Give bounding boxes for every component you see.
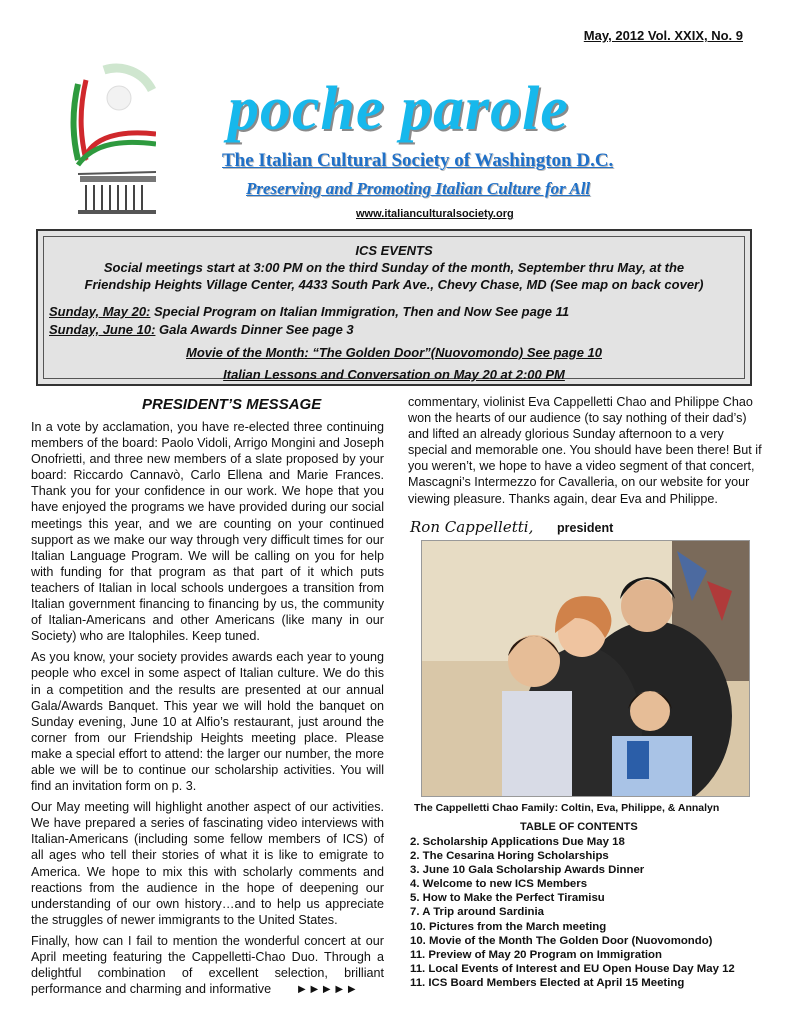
table-of-contents <box>410 835 735 990</box>
toc-item: 7. A Trip around Sardinia <box>410 906 544 919</box>
paragraph: In a vote by acclamation, you have re-elected three continuing members of the board: Paolo Vidoli, Arrigo Mongini and Joseph Onofrietti, and three new members of a slate proposed by your board: Riccardo Cannavò, Carlo Ellena and Marie Frances. Thank you for your confidence in our work. We hope that you have enjoyed the programs we have provided during our social meetings this year, and we are counting on your continued support as we make our way through very difficult times for our Italian Language Program. We will be calling on you for help with funding for that program as that part of it which puts teachers of Italian in local schools undergoes a transition from Italian government financing to financing by us, the community of Italian-Americans and other Americans (like many in our Society) who are Italophiles. Keep tuned. <box>31 420 384 644</box>
event-item-may-20 <box>49 304 569 319</box>
paragraph <box>31 933 384 997</box>
presidents-message-body <box>31 419 384 1002</box>
toc-item: 4. Welcome to new ICS Members <box>410 878 588 891</box>
presidents-message-continued: commentary, violinist Eva Cappelletti Chao and Philippe Chao won the hearts of our audience (to say nothing of their dad’s) and lifted an already glorious Sunday afternoon to a very special and memorable one. You should have been there! But if you weren’t, we hope to have a video segment of that concert, Mascagni’s Intermezzo for Cavalleria, on our website for your viewing pleasure. Thanks again, dear Eva and Philippe. <box>408 395 762 506</box>
paragraph: As you know, your society provides awards each year to young people who excel in some aspect of Italian culture. We do this in a competition and the results are presented at our annual Gala/Awards Banquet. This year we will hold the banquet on Sunday evening, June 10 at Alfio’s restaurant, just around the corner from our Friendship Heights meeting place. Please make a special effort to attend: the larger our number, the more able we will be to continue our scholarship activities. You will find an invitation form on p. 3. <box>31 650 384 794</box>
issue-info: May, 2012 Vol. XXIX, No. 9 <box>583 28 743 43</box>
event-date: Sunday, May 20: <box>49 304 151 319</box>
newsletter-title: poche parole <box>228 75 569 143</box>
paragraph-text: Finally, how can I fail to mention the wonderful concert at our April meeting featuring the Cappelletti-Chao Duo. Through a delightful combination of excellent selection, brilliant performance and charming and informative <box>31 933 384 997</box>
continued-arrows-icon: ►►►►► <box>295 982 358 997</box>
event-item-june-10 <box>49 322 354 337</box>
toc-heading: TABLE OF CONTENTS <box>520 821 638 833</box>
event-text: Gala Awards Dinner See page 3 <box>155 322 354 337</box>
presidents-message-heading: PRESIDENT’S MESSAGE <box>142 396 322 413</box>
toc-item: 11. ICS Board Members Elected at April 15 Meeting <box>410 976 685 989</box>
organization-name: The Italian Cultural Society of Washington D.C. <box>222 150 614 171</box>
toc-item: 2. The Cesarina Horing Scholarships <box>410 850 609 863</box>
event-date: Sunday, June 10: <box>49 322 156 337</box>
toc-item: 10. Pictures from the March meeting <box>410 920 607 933</box>
events-line-2: Friendship Heights Village Center, 4433 South Park Ave., Chevy Chase, MD (See map on back cover) <box>84 277 704 292</box>
tagline: Preserving and Promoting Italian Culture for All <box>246 179 591 198</box>
toc-item: 3. June 10 Gala Scholarship Awards Dinner <box>410 864 645 877</box>
website-link[interactable]: www.italianculturalsociety.org <box>356 208 514 220</box>
photo-caption: The Cappelletti Chao Family: Coltin, Eva, Philippe, & Annalyn <box>414 802 720 814</box>
toc-item: 11. Local Events of Interest and EU Open House Day May 12 <box>410 962 735 975</box>
family-photo <box>421 540 750 797</box>
events-inner-frame <box>43 236 745 382</box>
events-box <box>36 229 752 386</box>
signature-title: president <box>557 521 614 535</box>
event-text: Special Program on Italian Immigration, Then and Now See page 11 <box>150 304 570 319</box>
signature: Ron Cappelletti, <box>410 518 534 536</box>
italian-lessons: Italian Lessons and Conversation on May 20 at 2:00 PM <box>223 367 565 382</box>
movie-of-month: Movie of the Month: “The Golden Door”(Nuovomondo) See page 10 <box>186 345 602 360</box>
paragraph: Our May meeting will highlight another aspect of our activities. We have prepared a series of fascinating video interviews with Italian-Americans (including some fellow members of ICS) of all ages who tell their stories of what it is like to emigrate to America. We hope to mix this with scholarly comments and reactions from the audience in the hope of deepening our understanding of our own history…and to help us appreciate the struggles of newer immigrants to the United States. <box>31 800 384 927</box>
toc-item: 5. How to Make the Perfect Tiramisu <box>410 892 605 905</box>
toc-item: 11. Preview of May 20 Program on Immigration <box>410 948 662 961</box>
events-line-1: Social meetings start at 3:00 PM on the third Sunday of the month, September thru May, at the <box>103 260 685 275</box>
capitol-dome-logo-icon <box>64 50 156 220</box>
toc-item: 2. Scholarship Applications Due May 18 <box>410 836 625 848</box>
toc-item: 10. Movie of the Month The Golden Door (Nuovomondo) <box>410 934 713 947</box>
events-heading: ICS EVENTS <box>355 243 433 258</box>
